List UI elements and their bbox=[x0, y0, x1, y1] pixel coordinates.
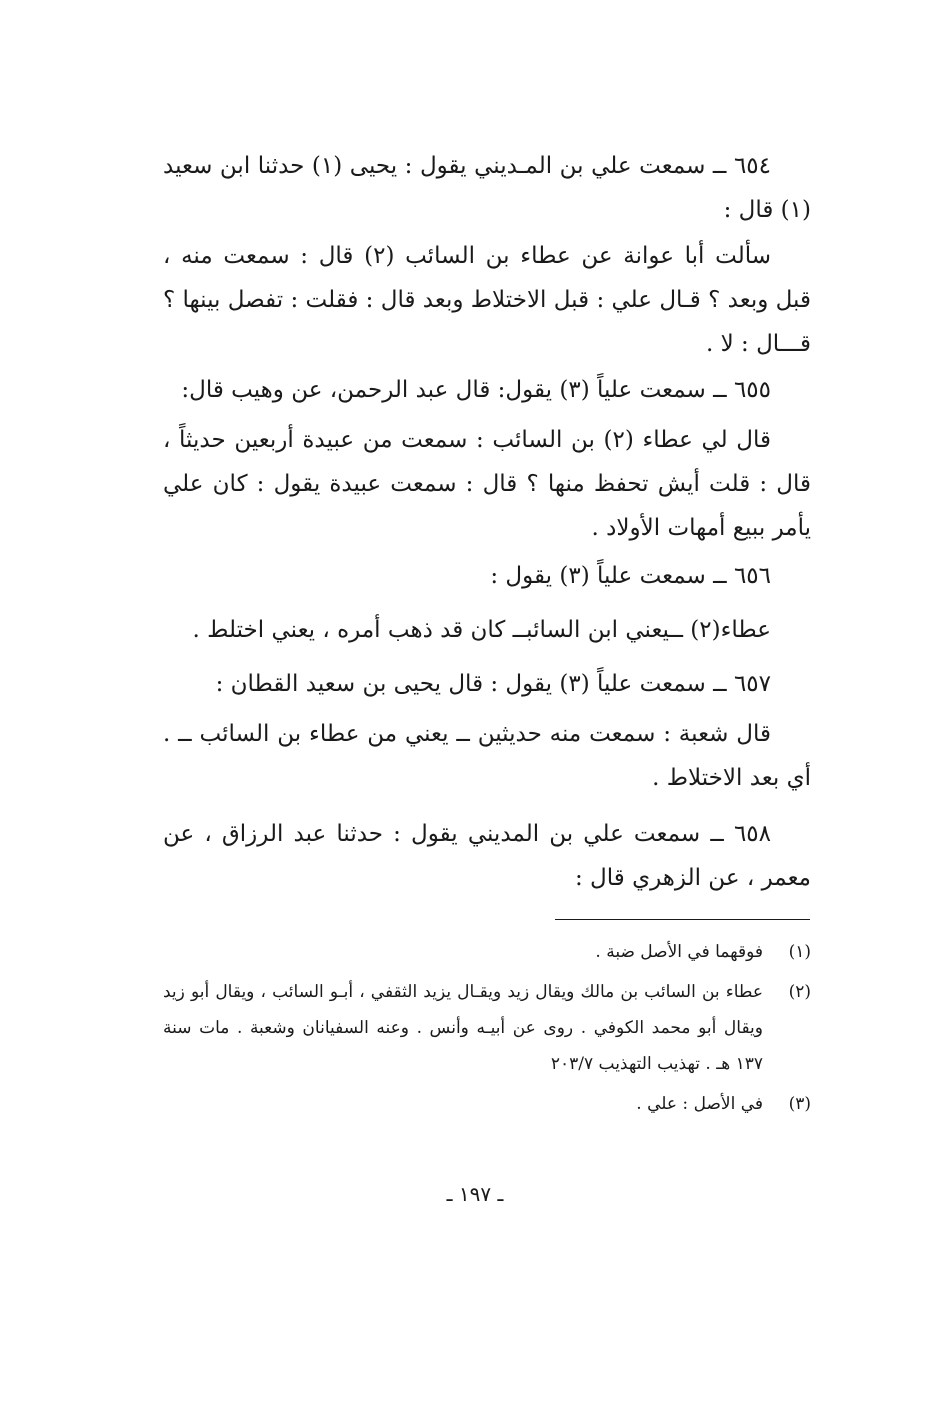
entry-656 bbox=[163, 554, 811, 598]
footnote-3 bbox=[163, 1086, 811, 1122]
entry-657-heading: ٦٥٧ ــ سمعت علياً (٣) يقول : قال يحيى بن سعيد القطان : bbox=[215, 671, 771, 697]
entry-654-text: سألت أبا عوانة عن عطاء بن السائب (٢) قال : سمعت منه ، قبل وبعد ؟ قـال علي : قبل الاختلاط وبعد قال : فقلت : تفصل بينها ؟ قـــال : لا . bbox=[163, 243, 811, 357]
entry-656-heading: ٦٥٦ ــ سمعت علياً (٣) يقول : bbox=[490, 563, 771, 589]
footnote-1 bbox=[163, 934, 811, 970]
footnote-2 bbox=[163, 974, 811, 1082]
entry-654-heading: ٦٥٤ ــ سمعت علي بن المـديني يقول : يحيى (١) حدثنا ابن سعيد (١) قال : bbox=[163, 153, 811, 223]
footnotes bbox=[163, 934, 811, 1126]
entry-656-text: عطاء(٢) ــيعني ابن السائبــ كان قد ذهب أمره ، يعني اختلط . bbox=[192, 617, 771, 643]
footnote-divider bbox=[555, 919, 810, 920]
footnote-number: (١) bbox=[788, 942, 811, 962]
entry-657-text: قال شعبة : سمعت منه حديثين ــ يعني من عطاء بن السائب ــ . أي بعد الاختلاط . bbox=[163, 721, 811, 791]
entry-658-heading: ٦٥٨ ــ سمعت علي بن المديني يقول : حدثنا عبد الرزاق ، عن معمر ، عن الزهري قال : bbox=[163, 821, 811, 891]
entry-655-heading: ٦٥٥ ــ سمعت علياً (٣) يقول: قال عبد الرحمن، عن وهيب قال: bbox=[181, 377, 771, 403]
entry-654 bbox=[163, 144, 811, 232]
footnote-number: (٢) bbox=[788, 982, 811, 1002]
entry-655-text: قال لي عطاء (٢) بن السائب : سمعت من عبيدة أربعين حديثاً ، قال : قلت أيش تحفظ منها ؟ قال : سمعت عبيدة يقول : كان علي يأمر ببيع أمهات الأولاد . bbox=[163, 427, 811, 541]
entry-657 bbox=[163, 662, 811, 706]
entry-655-body bbox=[163, 418, 811, 550]
entry-655 bbox=[163, 368, 811, 412]
footnote-text: عطاء بن السائب بن مالك ويقال زيد ويقـال يزيد الثقفي ، أبـو السائب ، ويقال أبو زيد ويقال أبو محمد الكوفي . روى عن أبيـه وأنس . وعنه السفيانان وشعبة . مات سنة ١٣٧ هـ . تهذيب التهذيب ٢٠٣/٧ bbox=[163, 982, 763, 1074]
entry-654-body bbox=[163, 234, 811, 366]
entry-657-body bbox=[163, 712, 811, 800]
footnote-text: فوقهما في الأصل ضبة . bbox=[595, 942, 763, 962]
footnote-number: (٣) bbox=[788, 1094, 811, 1114]
entry-658 bbox=[163, 812, 811, 900]
footnote-text: في الأصل : علي . bbox=[636, 1094, 763, 1114]
page-number: ـ ١٩٧ ـ bbox=[446, 1182, 504, 1206]
entry-656-body bbox=[163, 608, 811, 652]
